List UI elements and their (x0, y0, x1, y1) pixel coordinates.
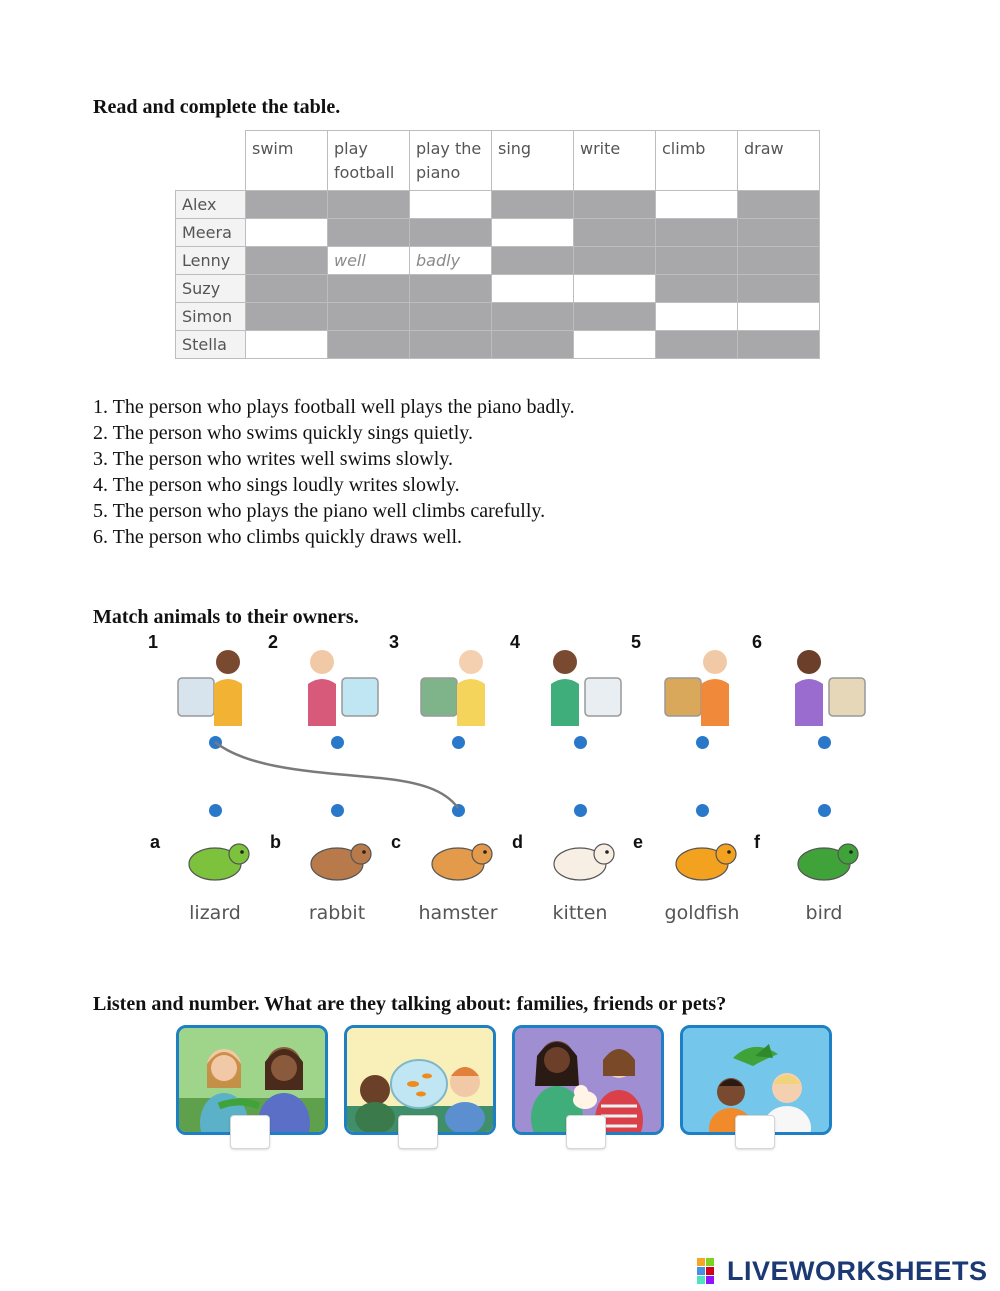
owner-number: 1 (148, 632, 159, 652)
owner-number: 6 (752, 632, 763, 652)
answer-box-4[interactable] (735, 1115, 775, 1149)
row-name: Alex (176, 191, 246, 219)
logo-text: LIVEWORKSHEETS (727, 1255, 988, 1286)
column-header: draw (738, 131, 820, 191)
animal-letter: b (270, 832, 281, 852)
answer-cell: well (328, 247, 410, 275)
liveworksheets-logo (697, 1255, 988, 1287)
clue-sentence: 1. The person who plays football well plays the piano badly. (93, 396, 575, 418)
clue-sentence: 3. The person who writes well swims slowly. (93, 448, 453, 470)
answer-box-1[interactable] (230, 1115, 270, 1149)
answer-box-3[interactable] (566, 1115, 606, 1149)
animal-name: goldfish (664, 902, 740, 924)
animal-letter: d (512, 832, 523, 852)
row-name: Lenny (176, 247, 246, 275)
animal-letter: e (633, 832, 644, 852)
owner-number: 2 (268, 632, 279, 652)
column-header: play the piano (410, 131, 492, 191)
section-3-heading: Listen and number. What are they talking about: families, friends or pets? (93, 993, 727, 1015)
clue-sentence: 6. The person who climbs quickly draws well. (93, 526, 463, 548)
animal-name: bird (805, 902, 843, 924)
owner-number: 4 (510, 632, 521, 652)
clue-sentence: 4. The person who sings loudly writes slowly. (93, 474, 460, 496)
section-1-heading: Read and complete the table. (93, 96, 341, 118)
column-header: play football (328, 131, 410, 191)
owner-number: 3 (389, 632, 400, 652)
row-name: Stella (176, 331, 246, 359)
animal-name: hamster (418, 902, 498, 924)
clue-sentence: 2. The person who swims quickly sings quietly. (93, 422, 473, 444)
owner-number: 5 (631, 632, 642, 652)
match-line (215, 742, 458, 808)
row-name: Suzy (176, 275, 246, 303)
column-header: climb (656, 131, 738, 191)
answer-box-2[interactable] (398, 1115, 438, 1149)
animal-letter: a (150, 832, 161, 852)
answer-cell: badly (410, 247, 492, 275)
liveworksheets-logo-icon (697, 1258, 723, 1284)
section-2-heading: Match animals to their owners. (93, 606, 359, 628)
clue-sentence: 5. The person who plays the piano well climbs carefully. (93, 500, 546, 522)
column-header: write (574, 131, 656, 191)
animal-name: kitten (552, 902, 608, 924)
row-name: Simon (176, 303, 246, 331)
animal-letter: f (754, 832, 760, 852)
column-header: swim (246, 131, 328, 191)
column-header: sing (492, 131, 574, 191)
animal-name: lizard (189, 902, 241, 924)
row-name: Meera (176, 219, 246, 247)
animal-letter: c (391, 832, 402, 852)
animal-name: rabbit (308, 902, 366, 924)
